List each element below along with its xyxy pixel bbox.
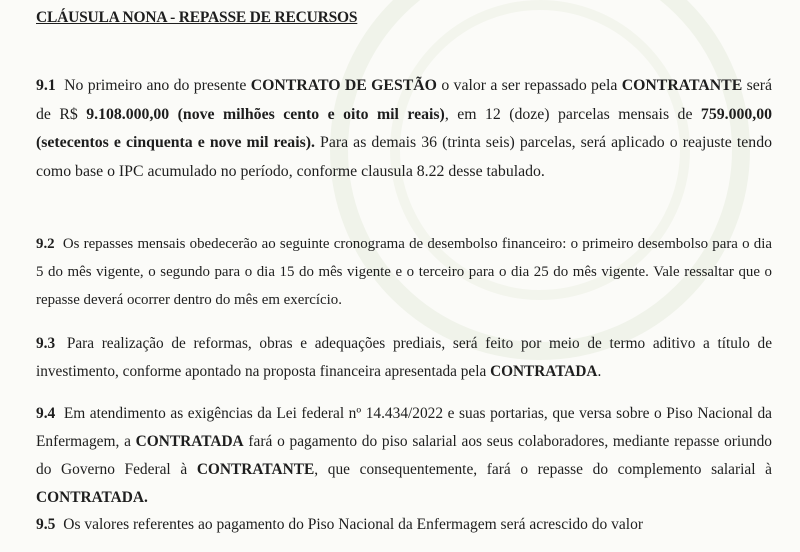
paragraph-text: No primeiro ano do presente [64, 77, 251, 94]
bold-text: 9.108.000,00 (nove milhões cento e oito mil reais) [86, 105, 445, 123]
paragraph-9-1 [36, 72, 772, 186]
paragraph-text: fará o pagamento do piso salarial aos seus colaboradores, mediante repasse oriundo do Governo Federal à [36, 433, 772, 478]
paragraph-number: 9.3 [36, 335, 56, 352]
paragraph-text: o valor a ser repassado pela [436, 77, 622, 94]
clause-heading: CLÁUSULA NONA - REPASSE DE RECURSOS [36, 9, 358, 26]
paragraph-number: 9.1 [36, 77, 56, 94]
paragraph-text: será de R$ [36, 77, 773, 123]
bold-text: 759.000,00 (setecentos e cinquenta e nove mil reais). [36, 105, 773, 151]
paragraph-9-4 [36, 400, 772, 512]
paragraph-9-3 [36, 330, 772, 386]
paragraph-number: 9.4 [36, 405, 56, 422]
paragraph-number: 9.2 [36, 236, 55, 252]
bold-text: CONTRATADA [135, 433, 244, 450]
paragraph-number: 9.5 [36, 516, 56, 533]
bold-text: CONTRATADA. [36, 489, 148, 506]
bold-text: CONTRATANTE [196, 461, 315, 478]
bold-text: CONTRATADA [490, 363, 598, 380]
paragraph-9-2 [36, 230, 772, 314]
paragraph-text: Em atendimento as exigências da Lei federal nº 14.434/2022 e suas portarias, que versa sobre o Piso Nacional da Enfermagem, a [36, 405, 772, 450]
paragraph-text: Para realização de reformas, obras e adequações prediais, será feito por meio de termo aditivo a título de investimento, conforme apontado na proposta financeira apresentada pela [36, 335, 772, 380]
paragraph-9-5 [36, 511, 772, 539]
paragraph-text: Para as demais 36 (trinta seis) parcelas, será aplicado o reajuste tendo como base o IPC acumulado no período, conforme clausula 8.22 desse tabulado. [36, 134, 772, 180]
paragraph-text: , que consequentemente, fará o repasse do complemento salarial à [314, 461, 772, 478]
bold-text: CONTRATO DE GESTÃO [250, 77, 437, 94]
paragraph-text: Os repasses mensais obedecerão ao seguinte cronograma de desembolso financeiro: o primeiro desembolso para o dia 5 do mês vigente, o segundo para o dia 15 do mês vigente e o terceiro para o dia 25 do mês vigente. Vale ressaltar que o repasse deverá ocorrer dentro do mês em exercício. [36, 236, 772, 308]
bold-text: CONTRATANTE [621, 77, 743, 94]
paragraph-text: , em 12 (doze) parcelas mensais de [444, 105, 701, 123]
paragraph-text: . [597, 363, 602, 380]
paragraph-text: Os valores referentes ao pagamento do Piso Nacional da Enfermagem será acrescido do valor [63, 516, 643, 533]
